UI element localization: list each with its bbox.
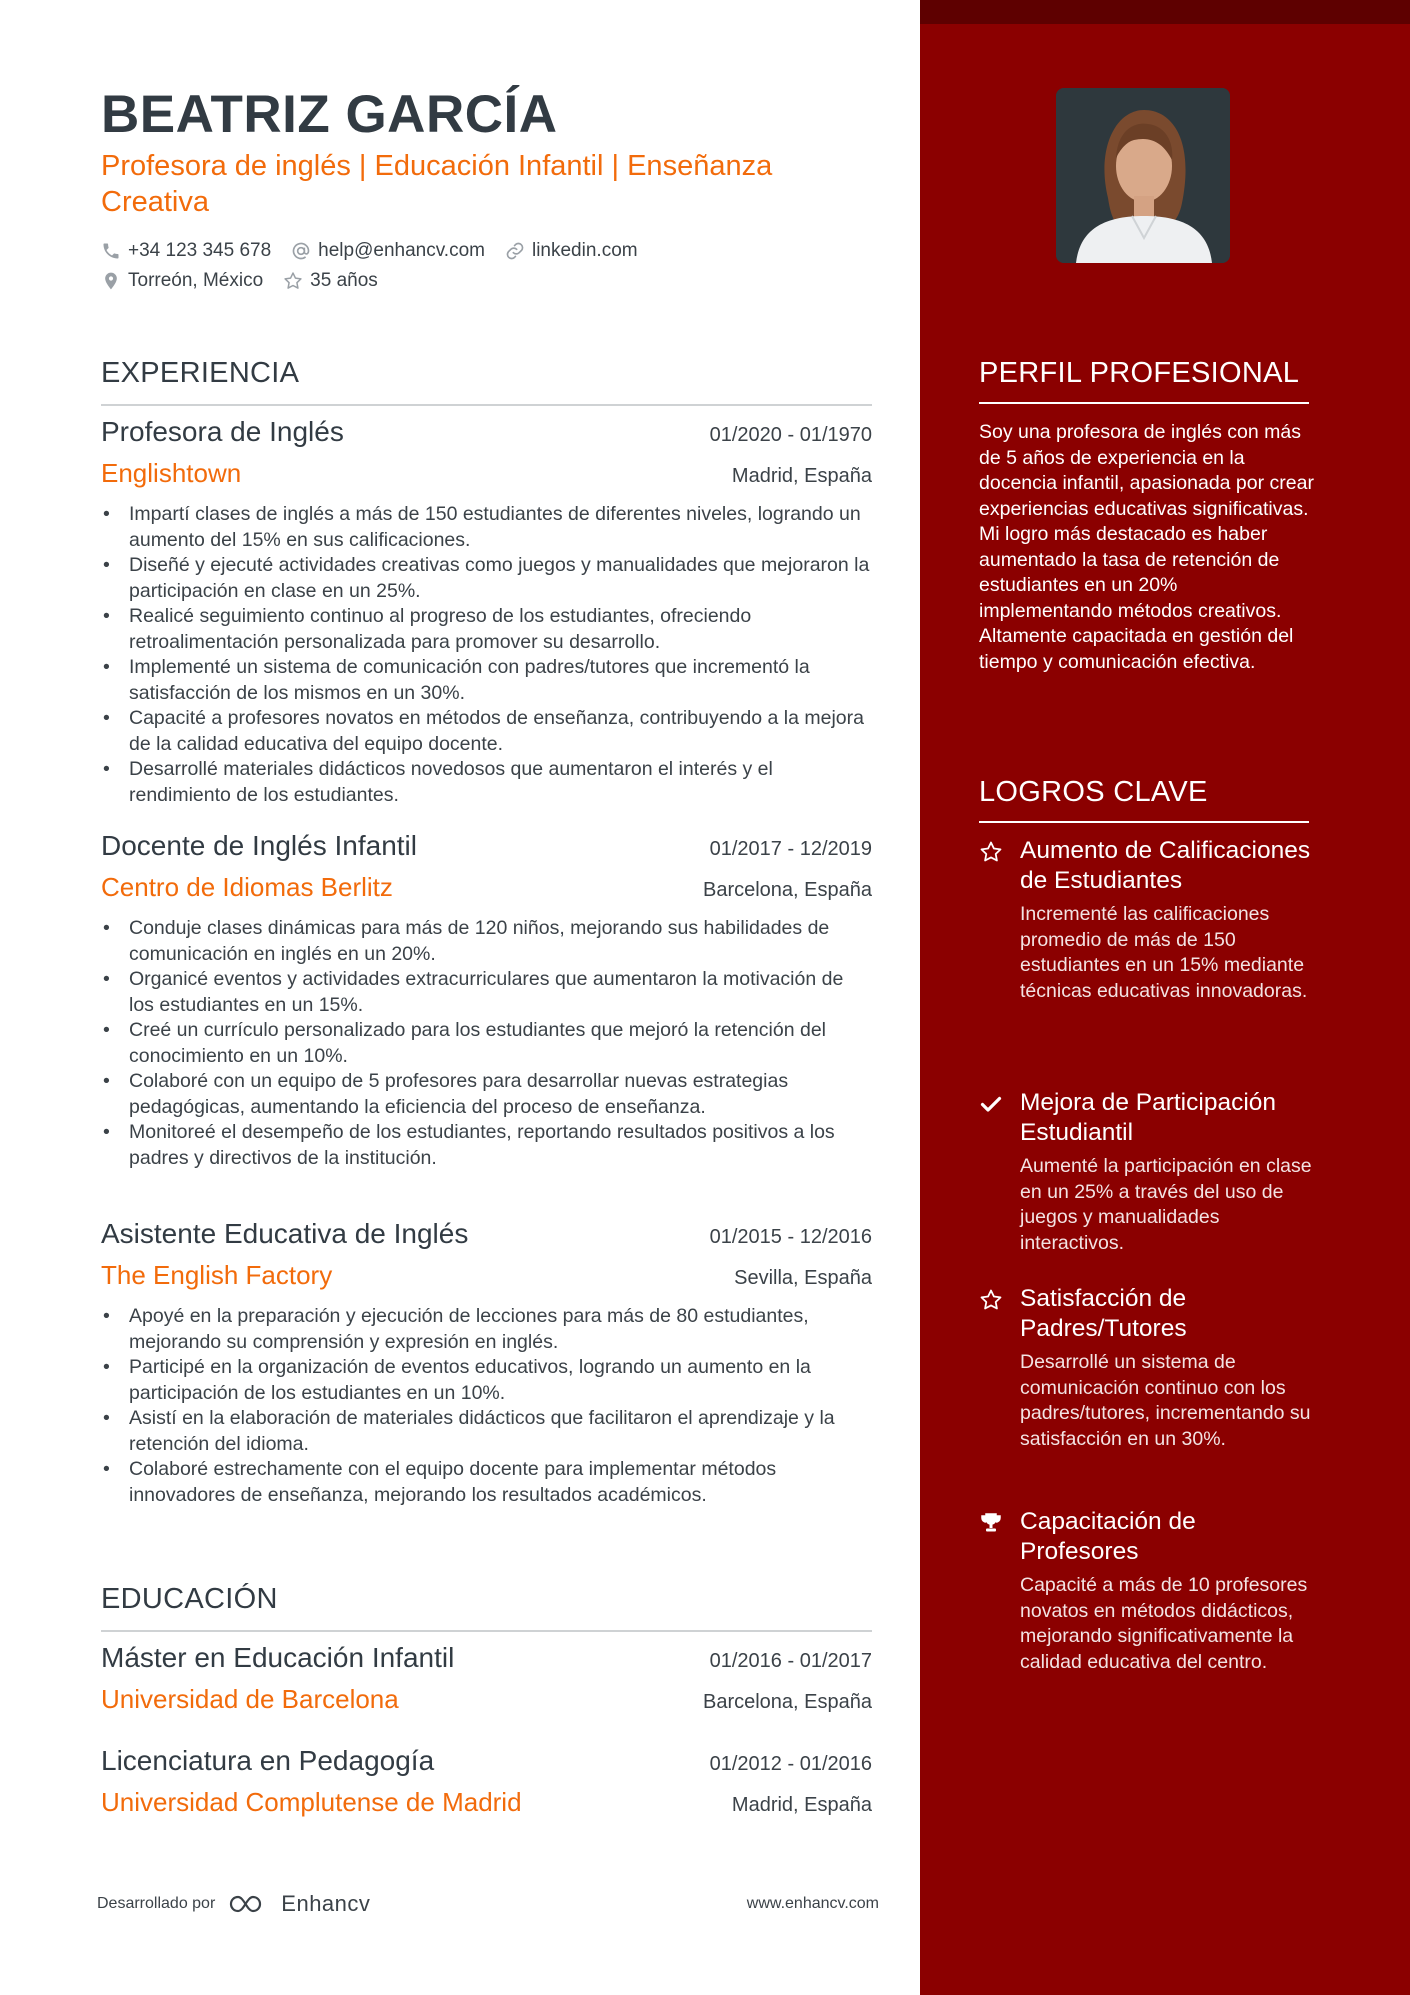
checkmark-icon bbox=[979, 1092, 1003, 1116]
contact-info bbox=[101, 236, 881, 296]
education-dates: 01/2016 - 01/2017 bbox=[709, 1650, 872, 1672]
education-section-title: EDUCACIÓN bbox=[101, 1583, 872, 1632]
bullet-item: • Conduje clases dinámicas para más de 120 niños, mejorando sus habilidades de comunicación en inglés en un 20%. bbox=[101, 916, 872, 967]
degree-title: Licenciatura en Pedagogía bbox=[101, 1745, 435, 1776]
experience-entry bbox=[101, 830, 872, 1171]
achievement-item bbox=[979, 1507, 1319, 1675]
education-location: Madrid, España bbox=[731, 1794, 872, 1816]
job-location: Madrid, España bbox=[731, 465, 872, 487]
bullet-item: • Colaboré estrechamente con el equipo docente para implementar métodos innovadores de enseñanza, mejorando los resultados académicos. bbox=[101, 1457, 872, 1508]
job-dates: 01/2015 - 12/2016 bbox=[709, 1226, 872, 1248]
achievement-description: Incrementé las calificaciones promedio de más de 150 estudiantes en un 15% mediante técnicas educativas innovadoras. bbox=[1020, 903, 1308, 1002]
experience-entry bbox=[101, 416, 872, 808]
job-title: Docente de Inglés Infantil bbox=[101, 830, 417, 861]
linkedin-text: linkedin.com bbox=[531, 240, 638, 261]
job-dates: 01/2017 - 12/2019 bbox=[709, 838, 872, 860]
education-location: Barcelona, España bbox=[702, 1691, 872, 1713]
school-name: Universidad Complutense de Madrid bbox=[101, 1787, 522, 1817]
bullet-item: • Monitoreé el desempeño de los estudiantes, reportando resultados positivos a los padres y directivos de la institución. bbox=[101, 1120, 872, 1171]
education-entry bbox=[101, 1642, 872, 1726]
achievement-item bbox=[979, 1284, 1319, 1452]
profile-photo bbox=[1056, 88, 1230, 263]
location-text: Torreón, México bbox=[128, 270, 264, 291]
contact-linkedin[interactable] bbox=[505, 240, 638, 262]
company-name: Centro de Idiomas Berlitz bbox=[101, 872, 393, 902]
bullet-item: • Participé en la organización de eventos educativos, logrando un aumento en la participación de los estudiantes en un 10%. bbox=[101, 1355, 872, 1406]
experience-entry bbox=[101, 1218, 872, 1508]
achievement-item bbox=[979, 1088, 1319, 1256]
footer-url[interactable]: www.enhancv.com bbox=[746, 1895, 879, 1912]
phone-text: +34 123 345 678 bbox=[128, 240, 272, 261]
at-icon bbox=[291, 241, 311, 261]
bullet-item: • Apoyé en la preparación y ejecución de lecciones para más de 80 estudiantes, mejorando su comprensión y expresión en inglés. bbox=[101, 1304, 872, 1355]
footer bbox=[97, 1891, 879, 1917]
enhancv-logo-icon bbox=[227, 1893, 273, 1915]
bullet-item: • Desarrollé materiales didácticos novedosos que aumentaron el interés y el rendimiento de los estudiantes. bbox=[101, 757, 872, 808]
contact-location bbox=[101, 270, 263, 292]
achievement-description: Capacité a más de 10 profesores novatos en métodos didácticos, mejorando significativamente la calidad educativa del centro. bbox=[1020, 1574, 1308, 1673]
job-bullets bbox=[101, 916, 872, 1171]
email-text: help@enhancv.com bbox=[318, 240, 485, 261]
bullet-item: • Creé un currículo personalizado para los estudiantes que mejoró la retención del conocimiento en un 10%. bbox=[101, 1018, 872, 1069]
job-bullets bbox=[101, 502, 872, 808]
trophy-icon bbox=[979, 1511, 1003, 1535]
education-entry bbox=[101, 1745, 872, 1829]
achievement-item bbox=[979, 836, 1319, 1004]
job-location: Sevilla, España bbox=[734, 1267, 872, 1289]
achievement-title: Capacitación de Profesores bbox=[1020, 1508, 1196, 1565]
job-bullets bbox=[101, 1304, 872, 1508]
profile-section-title: PERFIL PROFESIONAL bbox=[979, 357, 1309, 404]
contact-phone[interactable] bbox=[101, 240, 271, 262]
contact-email[interactable] bbox=[291, 240, 485, 262]
bullet-item: • Organicé eventos y actividades extracurriculares que aumentaron la motivación de los estudiantes en un 15%. bbox=[101, 967, 872, 1018]
job-dates: 01/2020 - 01/1970 bbox=[709, 424, 872, 446]
experience-section-title: EXPERIENCIA bbox=[101, 357, 872, 406]
star-outline-icon bbox=[979, 840, 1003, 864]
star-outline-icon bbox=[979, 1288, 1003, 1312]
bullet-item: • Impartí clases de inglés a más de 150 estudiantes de diferentes niveles, logrando un aumento del 15% en sus calificaciones. bbox=[101, 502, 872, 553]
link-icon bbox=[505, 241, 525, 261]
star-outline-icon bbox=[283, 271, 303, 291]
contact-age bbox=[283, 270, 378, 292]
bullet-item: • Realicé seguimiento continuo al progreso de los estudiantes, ofreciendo retroalimentación personalizada para promover su desarrollo. bbox=[101, 604, 872, 655]
bullet-item: • Implementé un sistema de comunicación con padres/tutores que incrementó la satisfacción de los mismos en un 30%. bbox=[101, 655, 872, 706]
bullet-item: • Capacité a profesores novatos en métodos de enseñanza, contribuyendo a la mejora de la calidad educativa del equipo docente. bbox=[101, 706, 872, 757]
achievement-description: Desarrollé un sistema de comunicación continuo con los padres/tutores, incrementando su satisfacción en un 30%. bbox=[1020, 1351, 1311, 1450]
candidate-name: BEATRIZ GARCÍA bbox=[101, 85, 558, 144]
achievement-title: Aumento de Calificaciones de Estudiantes bbox=[1020, 837, 1311, 894]
bullet-item: • Colaboré con un equipo de 5 profesores para desarrollar nuevas estrategias pedagógicas, aumentando la eficiencia del proceso de enseñanza. bbox=[101, 1069, 872, 1120]
degree-title: Máster en Educación Infantil bbox=[101, 1642, 455, 1673]
powered-by-label: Desarrollado por bbox=[97, 1895, 216, 1912]
job-title: Asistente Educativa de Inglés bbox=[101, 1218, 469, 1249]
location-pin-icon bbox=[101, 271, 121, 291]
achievement-title: Mejora de Participación Estudiantil bbox=[1020, 1089, 1277, 1146]
company-name: The English Factory bbox=[101, 1260, 333, 1290]
brand-name: Enhancv bbox=[281, 1891, 371, 1916]
age-text: 35 años bbox=[310, 270, 378, 291]
bullet-item: • Asistí en la elaboración de materiales didácticos que facilitaron el aprendizaje y la retención del idioma. bbox=[101, 1406, 872, 1457]
headline: Profesora de inglés | Educación Infantil | Enseñanza Creativa bbox=[101, 150, 773, 218]
school-name: Universidad de Barcelona bbox=[101, 1684, 399, 1714]
job-location: Barcelona, España bbox=[702, 879, 872, 901]
sidebar-top-bar bbox=[920, 0, 1410, 24]
phone-icon bbox=[101, 241, 121, 261]
education-dates: 01/2012 - 01/2016 bbox=[709, 1753, 872, 1775]
achievements-section-title: LOGROS CLAVE bbox=[979, 776, 1309, 823]
brand-logo[interactable] bbox=[227, 1891, 370, 1917]
achievement-description: Aumenté la participación en clase en un 25% a través del uso de juegos y manualidades interactivos. bbox=[1020, 1155, 1312, 1254]
portrait-image bbox=[1056, 88, 1230, 263]
company-name: Englishtown bbox=[101, 458, 242, 488]
profile-summary: Soy una profesora de inglés con más de 5 años de experiencia en la docencia infantil, apasionada por crear experiencias educativas significativas. Mi logro más destacado es haber aumentado la tasa de retención de estudiantes en un 20% implementando métodos creativos. Altamente capacitada en gestión del tiempo y comunicación efectiva. bbox=[979, 421, 1314, 673]
achievement-title: Satisfacción de Padres/Tutores bbox=[1020, 1285, 1187, 1342]
job-title: Profesora de Inglés bbox=[101, 416, 344, 447]
bullet-item: • Diseñé y ejecuté actividades creativas como juegos y manualidades que mejoraron la participación en clase en un 25%. bbox=[101, 553, 872, 604]
